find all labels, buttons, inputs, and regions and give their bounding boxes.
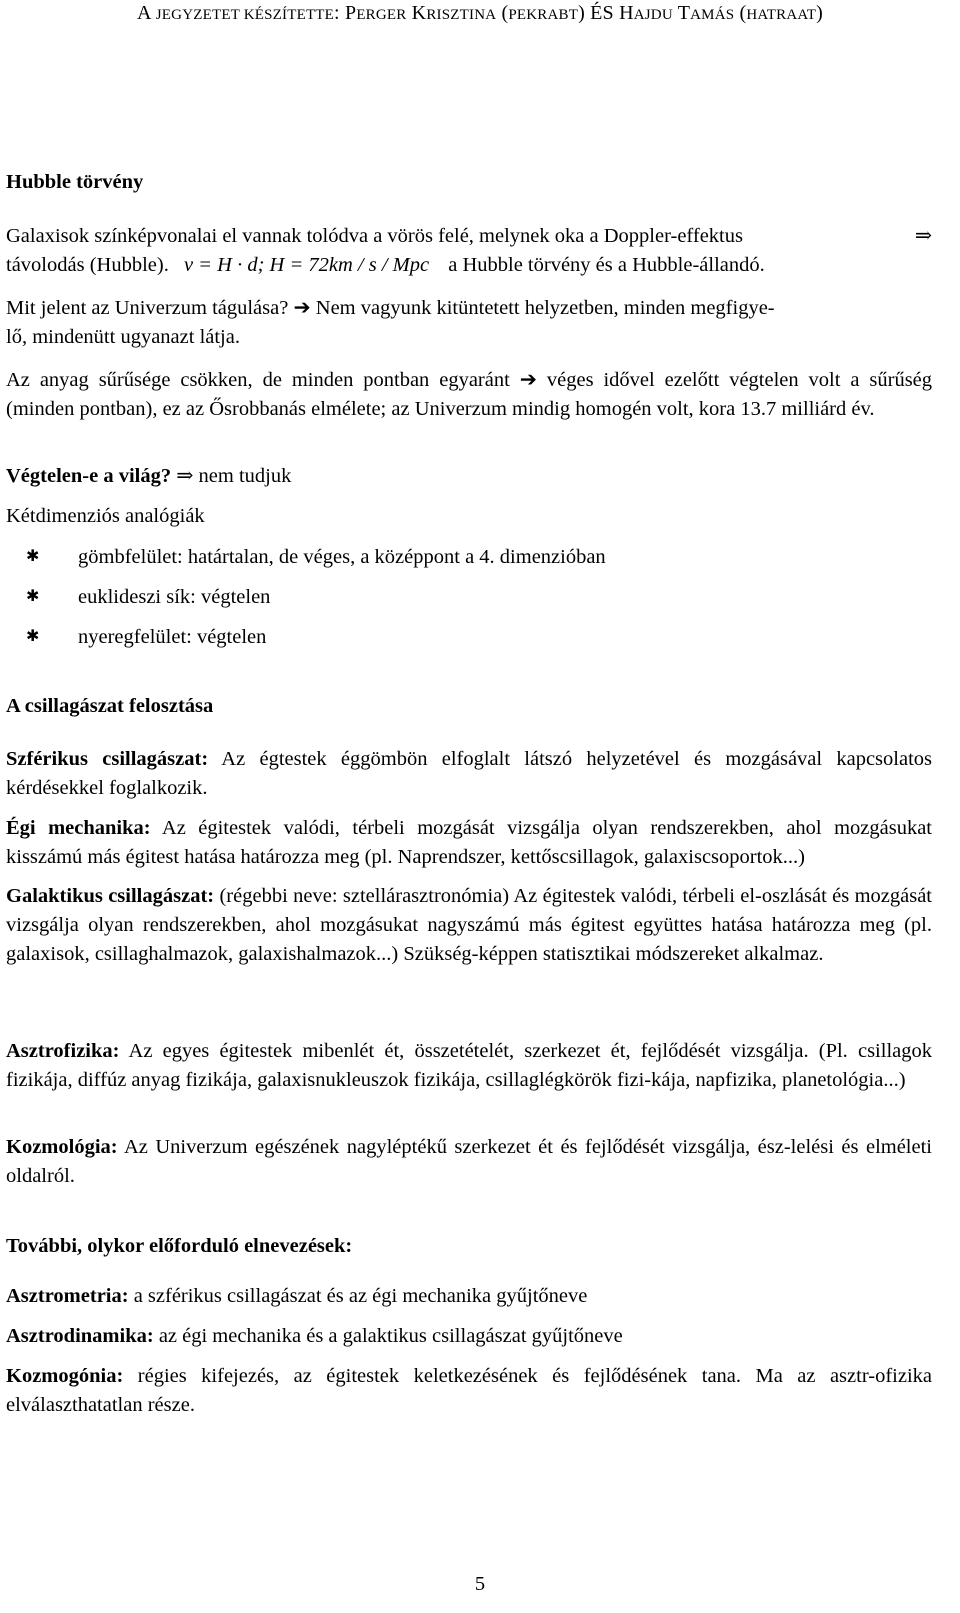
document-body (6, 0, 933, 1416)
list-item: ✱ nyeregfelület: végtelen (26, 622, 266, 652)
asterisk-bullet-icon: ✱ (26, 588, 40, 605)
section-title-other-names: További, olykor előforduló elnevezések: (6, 1235, 353, 1257)
paragraph-hubble-line1 (6, 222, 932, 251)
definition-astrophysics: Asztrofizika: Az egyes égitestek mibenlét ét, összetételét, szerkezet ét, fejlődését vizsgálja. (Pl. csillagok fizikája, diffúz anyag fizikája, galaxisnukleuszok fizikája, csillaglégkörök fizi-kája, napfizika, planetológia...) (6, 1040, 932, 1091)
list-item: ✱ gömbfelület: határtalan, de véges, a középpont a 4. dimenzióban (26, 542, 606, 572)
right-arrow-icon: ➔ (293, 297, 311, 319)
running-header: A JEGYZETET KÉSZÍTETTE: PERGER KRISZTINA (PEKRABT) ÉS HAJDU TAMÁS (HATRAAT) (137, 2, 823, 24)
paragraph-text: távolodás (Hubble). (6, 254, 169, 276)
section-title-hubble: Hubble törvény (6, 171, 144, 193)
right-arrow-icon: ➔ (519, 369, 537, 391)
list-item: ✱ euklideszi sík: végtelen (26, 582, 270, 612)
analogies-heading: Kétdimenziós analógiák (6, 505, 205, 527)
definition-astrodynamics: Asztrodinamika: az égi mechanika és a galaktikus csillagászat gyűjtőneve (6, 1325, 623, 1347)
paragraph-big-bang: Az anyag sűrűsége csökken, de minden pontban egyaránt ➔ véges idővel ezelőtt végtelen volt a sűrűség (minden pontban), ez az Ősrobbanás elmélete; az Univerzum mindig homogén volt, kora 13.7 milliárd év. (6, 369, 933, 420)
implies-arrow-icon: ⇒ (914, 225, 932, 247)
implies-arrow-icon: ⇒ (176, 465, 194, 487)
paragraph-text: Galaxisok színképvonalai el vannak tolódva a vörös felé, melynek oka a Doppler-effektus (6, 225, 743, 247)
question-infinite-world: Végtelen-e a világ? ⇒ nem tudjuk (6, 465, 292, 487)
page-number: 5 (474, 1573, 486, 1595)
definition-cosmology: Kozmológia: Az Univerzum egészének nagyléptékű szerkezet ét és fejlődését vizsgálja, ész-lelési és elméleti oldalról. (6, 1136, 932, 1187)
paragraph-hubble-line2 (6, 251, 932, 280)
asterisk-bullet-icon: ✱ (26, 628, 40, 645)
section-title-divisions: A csillagászat felosztása (6, 695, 214, 717)
hubble-formula: v = H · d; H = 72km / s / Mpc (183, 254, 430, 276)
definition-spherical: Szférikus csillagászat: Az égtestek éggömbön elfoglalt látszó helyzetével és mozgásával kapcsolatos kérdésekkel foglalkozik. (6, 748, 932, 799)
paragraph-text: a Hubble törvény és a Hubble-állandó. (448, 254, 765, 276)
definition-celestial-mechanics: Égi mechanika: Az égitestek valódi, térbeli mozgását vizsgálja olyan rendszerekben, ahol mozgásukat kisszámú más égitest hatása határozza meg (pl. Naprendszer, kettőscsillagok, galaxiscsoportok...) (6, 817, 932, 868)
asterisk-bullet-icon: ✱ (26, 548, 40, 565)
definition-astrometry: Asztrometria: a szférikus csillagászat és az égi mechanika gyűjtőneve (6, 1285, 588, 1307)
definition-galactic: Galaktikus csillagászat: (régebbi neve: sztellárasztronómia) Az égitestek valódi, térbeli el-oszlását és mozgását vizsgálja olyan rendszerekben, ahol mozgásukat nagyszámú más égitest együttes hatása határozza meg (pl. galaxisok, csillaghalmazok, galaxishalmazok...) Szükség-képpen statisztikai módszereket alkalmaz. (6, 885, 932, 965)
paragraph-expansion: Mit jelent az Univerzum tágulása? ➔ Nem vagyunk kitüntetett helyzetben, minden megfigye- lő, mindenütt ugyanazt látja. (6, 297, 775, 348)
definition-cosmogony: Kozmogónia: régies kifejezés, az égitestek keletkezésének és fejlődésének tana. Ma az asztr-ofizika elválaszthatatlan része. (6, 1365, 932, 1416)
